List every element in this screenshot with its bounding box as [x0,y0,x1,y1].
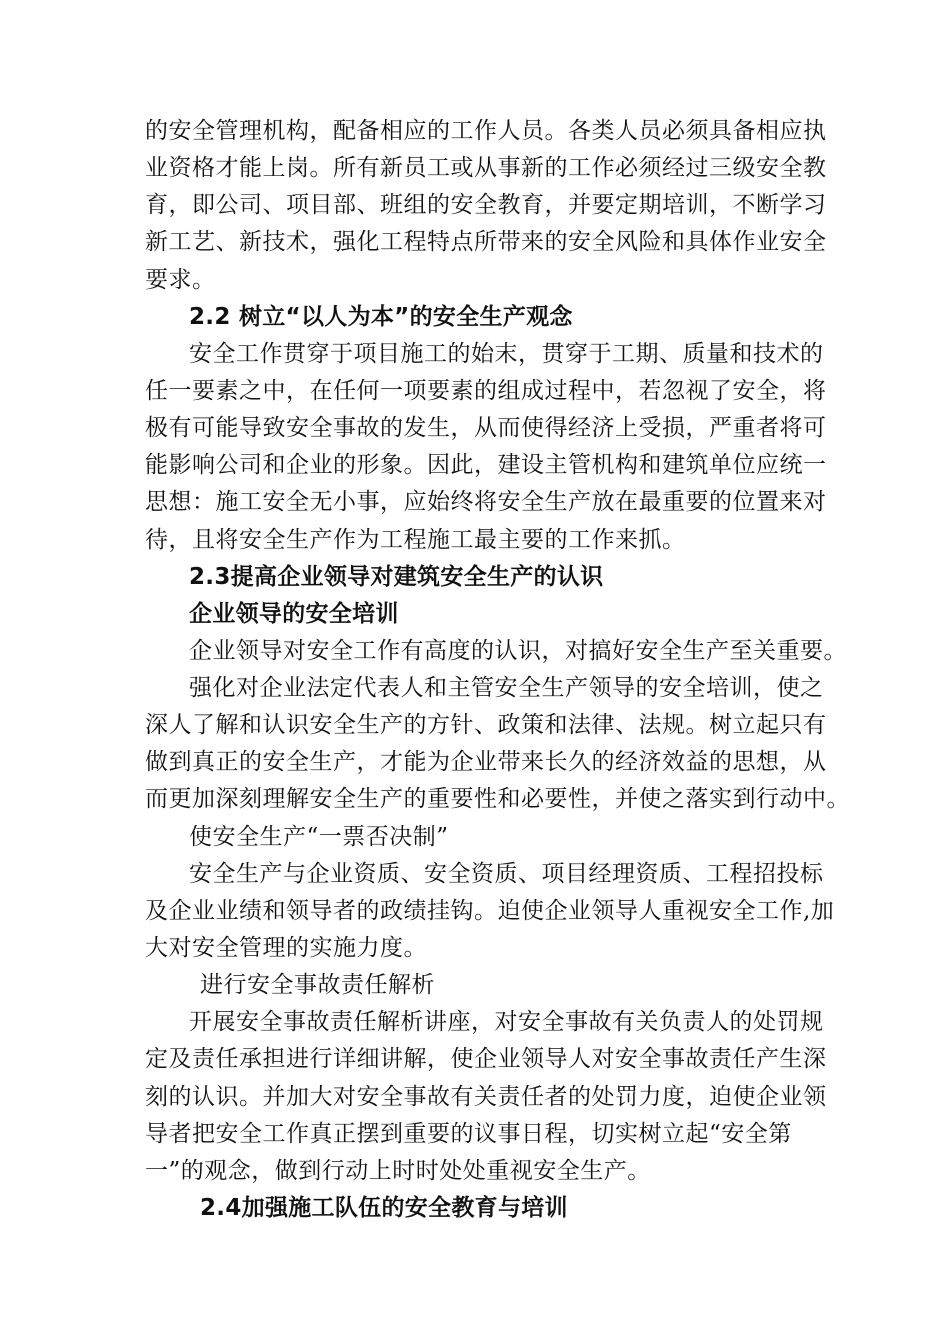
paragraph-line: 使安全生产“一票否决制” [189,824,449,850]
paragraph-line: 企业领导对安全工作有高度的认识，对搞好安全生产至关重要。 [189,638,847,664]
paragraph-line: 强化对企业法定代表人和主管安全生产领导的安全培训，使之 [189,675,824,701]
paragraph-line: 定及责任承担进行详细讲解，使企业领导人对安全事故责任产生深 [145,1046,827,1072]
section-heading-2-4: 2.4加强施工队伍的安全教育与培训 [200,1195,568,1221]
paragraph-line: 要求。 [145,267,216,293]
paragraph-line: 而更加深刻理解安全生产的重要性和必要性，并使之落实到行动中。 [145,786,850,812]
paragraph-line: 导者把安全工作真正摆到重要的议事日程，切实树立起“安全第 [145,1121,792,1147]
paragraph-line: 开展安全事故责任解析讲座，对安全事故有关负责人的处罚规 [189,1009,824,1035]
subsection-heading: 企业领导的安全培训 [189,601,399,627]
paragraph-line: 新工艺、新技术，强化工程特点所带来的安全风险和具体作业安全 [145,229,827,255]
paragraph-line: 安全工作贯穿于项目施工的始末，贯穿于工期、质量和技术的 [189,341,824,367]
paragraph-line: 育，即公司、项目部、班组的安全教育，并要定期培训，不断学习 [145,192,827,218]
paragraph-line: 一”的观念，做到行动上时时处处重视安全生产。 [145,1158,651,1184]
paragraph-line: 刻的认识。并加大对安全事故有关责任者的处罚力度，迫使企业领 [145,1084,827,1110]
paragraph-line: 任一要素之中，在任何一项要素的组成过程中，若忽视了安全，将 [145,378,827,404]
paragraph-line: 待，且将安全生产作为工程施工最主要的工作来抓。 [145,527,686,553]
paragraph-line: 及企业业绩和领导者的政绩挂钩。迫使企业领导人重视安全工作,加 [145,898,835,924]
paragraph-line: 大对安全管理的实施力度。 [145,935,427,961]
paragraph-line: 的安全管理机构，配备相应的工作人员。各类人员必须具备相应执 [145,118,827,144]
paragraph-line: 进行安全事故责任解析 [200,972,435,998]
paragraph-line: 思想：施工安全无小事，应始终将安全生产放在最重要的位置来对 [145,489,827,515]
paragraph-line: 深人了解和认识安全生产的方针、政策和法律、法规。树立起只有 [145,712,827,738]
paragraph-line: 安全生产与企业资质、安全资质、项目经理资质、工程招投标 [189,861,824,887]
paragraph-line: 极有可能导致安全事故的发生，从而使得经济上受损，严重者将可 [145,415,827,441]
paragraph-line: 能影响公司和企业的形象。因此，建设主管机构和建筑单位应统一 [145,452,827,478]
paragraph-line: 做到真正的安全生产，才能为企业带来长久的经济效益的思想，从 [145,749,827,775]
section-heading-2-2: 2.2 树立“以人为本”的安全生产观念 [189,304,573,330]
section-heading-2-3: 2.3提高企业领导对建筑安全生产的认识 [189,564,604,590]
paragraph-line: 业资格才能上岗。所有新员工或从事新的工作必须经过三级安全教 [145,155,827,181]
